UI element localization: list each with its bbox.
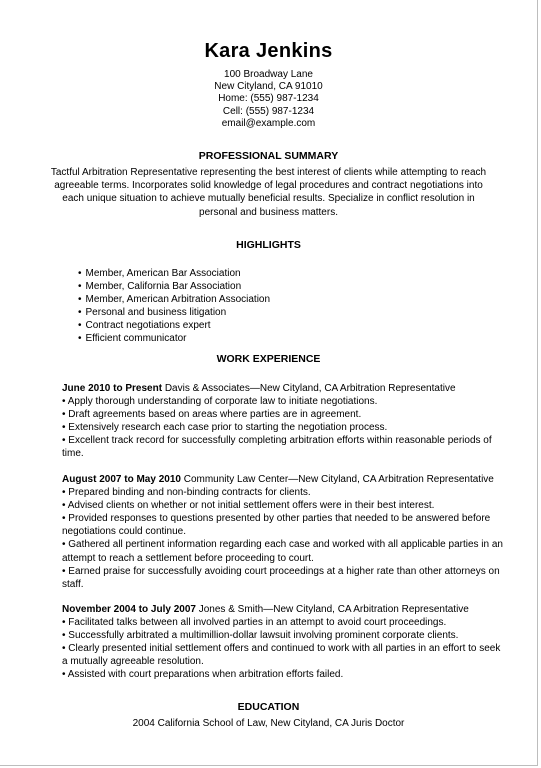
cell-phone: Cell: (555) 987-1234 bbox=[222, 105, 315, 117]
highlights-list bbox=[78, 267, 270, 346]
contact-block bbox=[0, 69, 537, 130]
job-entry bbox=[62, 603, 537, 682]
list-item: • Member, American Bar Association bbox=[78, 267, 270, 280]
job-duty-continued: staff. bbox=[62, 578, 84, 590]
job-header bbox=[62, 473, 537, 486]
home-phone: Home: (555) 987-1234 bbox=[218, 93, 319, 105]
job-dates: August 2007 to May 2010 bbox=[62, 474, 181, 485]
list-item: • Efficient communicator bbox=[78, 332, 270, 345]
job-duty: • Excellent track record for successfully completing arbitration efforts within reasonable periods of bbox=[62, 435, 492, 447]
list-item: • Member, California Bar Association bbox=[78, 280, 270, 293]
job-duty: • Provided responses to questions presented by other parties that needed to be answered before bbox=[62, 513, 491, 525]
job-duty-continued: negotiations could continue. bbox=[62, 526, 186, 538]
job-entry bbox=[62, 473, 537, 591]
job-duty: • Draft agreements based on areas where parties are in agreement. bbox=[62, 409, 362, 421]
job-duty: • Advised clients on whether or not initial settlement offers were in their best interest. bbox=[62, 500, 435, 512]
job-duty: • Prepared binding and non-binding contracts for clients. bbox=[62, 487, 311, 499]
summary-heading: PROFESSIONAL SUMMARY bbox=[198, 150, 339, 162]
job-duty: • Extensively research each case prior to starting the negotiation process. bbox=[62, 422, 388, 434]
job-employer: Jones & Smith—New Cityland, CA Arbitration Representative bbox=[195, 604, 469, 615]
applicant-name: Kara Jenkins bbox=[204, 40, 333, 62]
job-dates: November 2004 to July 2007 bbox=[62, 604, 196, 615]
education-heading: EDUCATION bbox=[237, 701, 300, 713]
job-employer: Davis & Associates—New Cityland, CA Arbitration Representative bbox=[162, 383, 456, 394]
summary-text: Tactful Arbitration Representative representing the best interest of clients while attempting to reach agreeable terms. Incorporates solid knowledge of legal procedures and contract negotiations into each unique situation to achieve mutually beneficial results. Specialize in conflict resolution in personal and business matters. bbox=[50, 167, 487, 218]
list-item: • Personal and business litigation bbox=[78, 306, 270, 319]
experience-heading: WORK EXPERIENCE bbox=[216, 353, 321, 365]
highlights-heading: HIGHLIGHTS bbox=[236, 239, 301, 251]
job-duty-continued: time. bbox=[62, 448, 84, 460]
job-dates: June 2010 to Present bbox=[62, 383, 163, 394]
list-item: • Member, American Arbitration Association bbox=[78, 293, 270, 306]
education-entry: 2004 California School of Law, New Cityland, CA Juris Doctor bbox=[132, 718, 405, 729]
job-duty: • Apply thorough understanding of corporate law to initiate negotiations. bbox=[62, 396, 378, 408]
address-line: 100 Broadway Lane bbox=[224, 69, 313, 80]
job-duty: • Facilitated talks between all involved parties in an attempt to avoid court proceedings. bbox=[62, 617, 447, 629]
list-item: • Contract negotiations expert bbox=[78, 319, 270, 332]
job-duty: • Gathered all pertinent information regarding each case and worked with all applicable parties in an bbox=[62, 539, 503, 551]
job-duty: • Earned praise for successfully avoiding court proceedings at a higher rate than other attorneys on bbox=[62, 565, 500, 577]
job-entry bbox=[62, 382, 537, 461]
job-duty: • Assisted with court preparations when arbitration efforts failed. bbox=[62, 669, 344, 681]
job-duty-continued: attempt to reach a settlement before proceeding to court. bbox=[62, 552, 314, 564]
job-duty-continued: a mutually agreeable resolution. bbox=[62, 656, 204, 668]
city-line: New Cityland, CA 91010 bbox=[214, 81, 323, 93]
job-duty: • Clearly presented initial settlement offers and continued to work with all parties in an effort to seek bbox=[62, 643, 501, 655]
email-address: email@example.com bbox=[221, 117, 316, 129]
job-header bbox=[62, 603, 537, 616]
job-header bbox=[62, 382, 537, 395]
job-duty: • Successfully arbitrated a multimillion-dollar lawsuit involving prominent corporate clients. bbox=[62, 630, 459, 642]
job-employer: Community Law Center—New Cityland, CA Arbitration Representative bbox=[180, 474, 494, 485]
